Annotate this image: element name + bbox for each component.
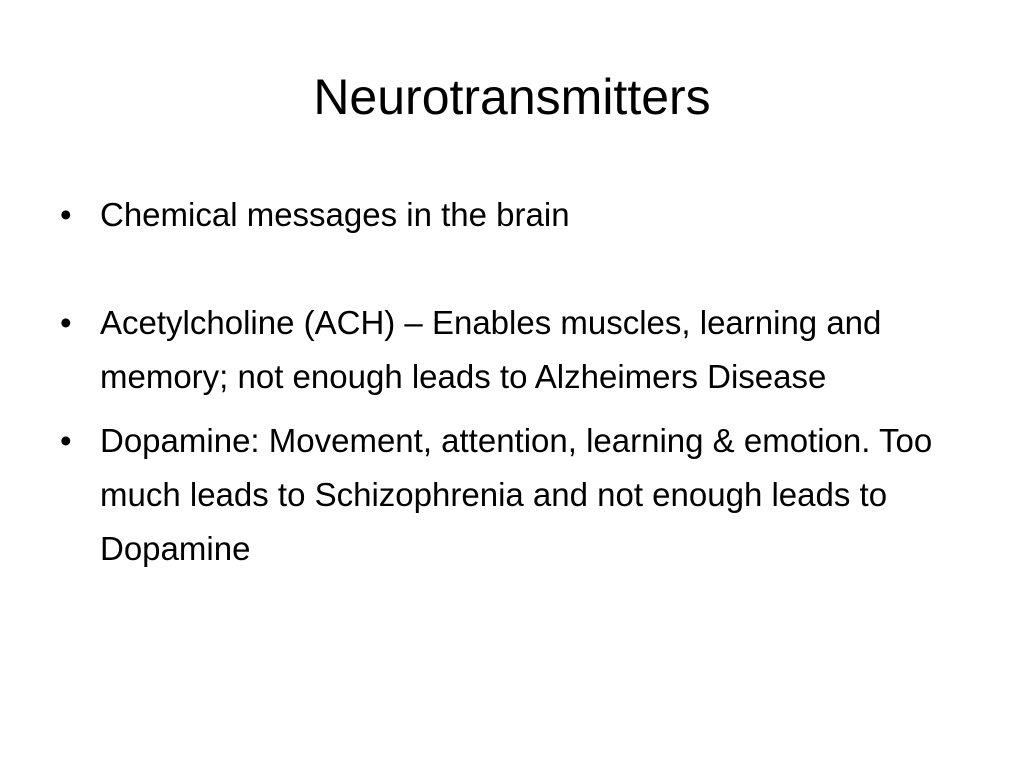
bullet-dot-icon: • xyxy=(60,304,72,341)
bullet-text: Dopamine: Movement, attention, learning & emotion. Too much leads to Schizophrenia and not enough leads to Dopamine xyxy=(100,422,933,567)
bullet-list xyxy=(56,188,956,576)
bullet-dot-icon: • xyxy=(60,196,72,233)
bullet-item xyxy=(56,414,956,576)
bullet-item xyxy=(56,188,956,242)
bullet-text: Chemical messages in the brain xyxy=(100,196,570,233)
slide-title: Neurotransmitters xyxy=(313,69,711,125)
bullet-text: Acetylcholine (ACH) – Enables muscles, learning and memory; not enough leads to Alzheimers Disease xyxy=(100,304,882,395)
bullet-dot-icon: • xyxy=(60,422,72,459)
bullet-item xyxy=(56,296,956,404)
